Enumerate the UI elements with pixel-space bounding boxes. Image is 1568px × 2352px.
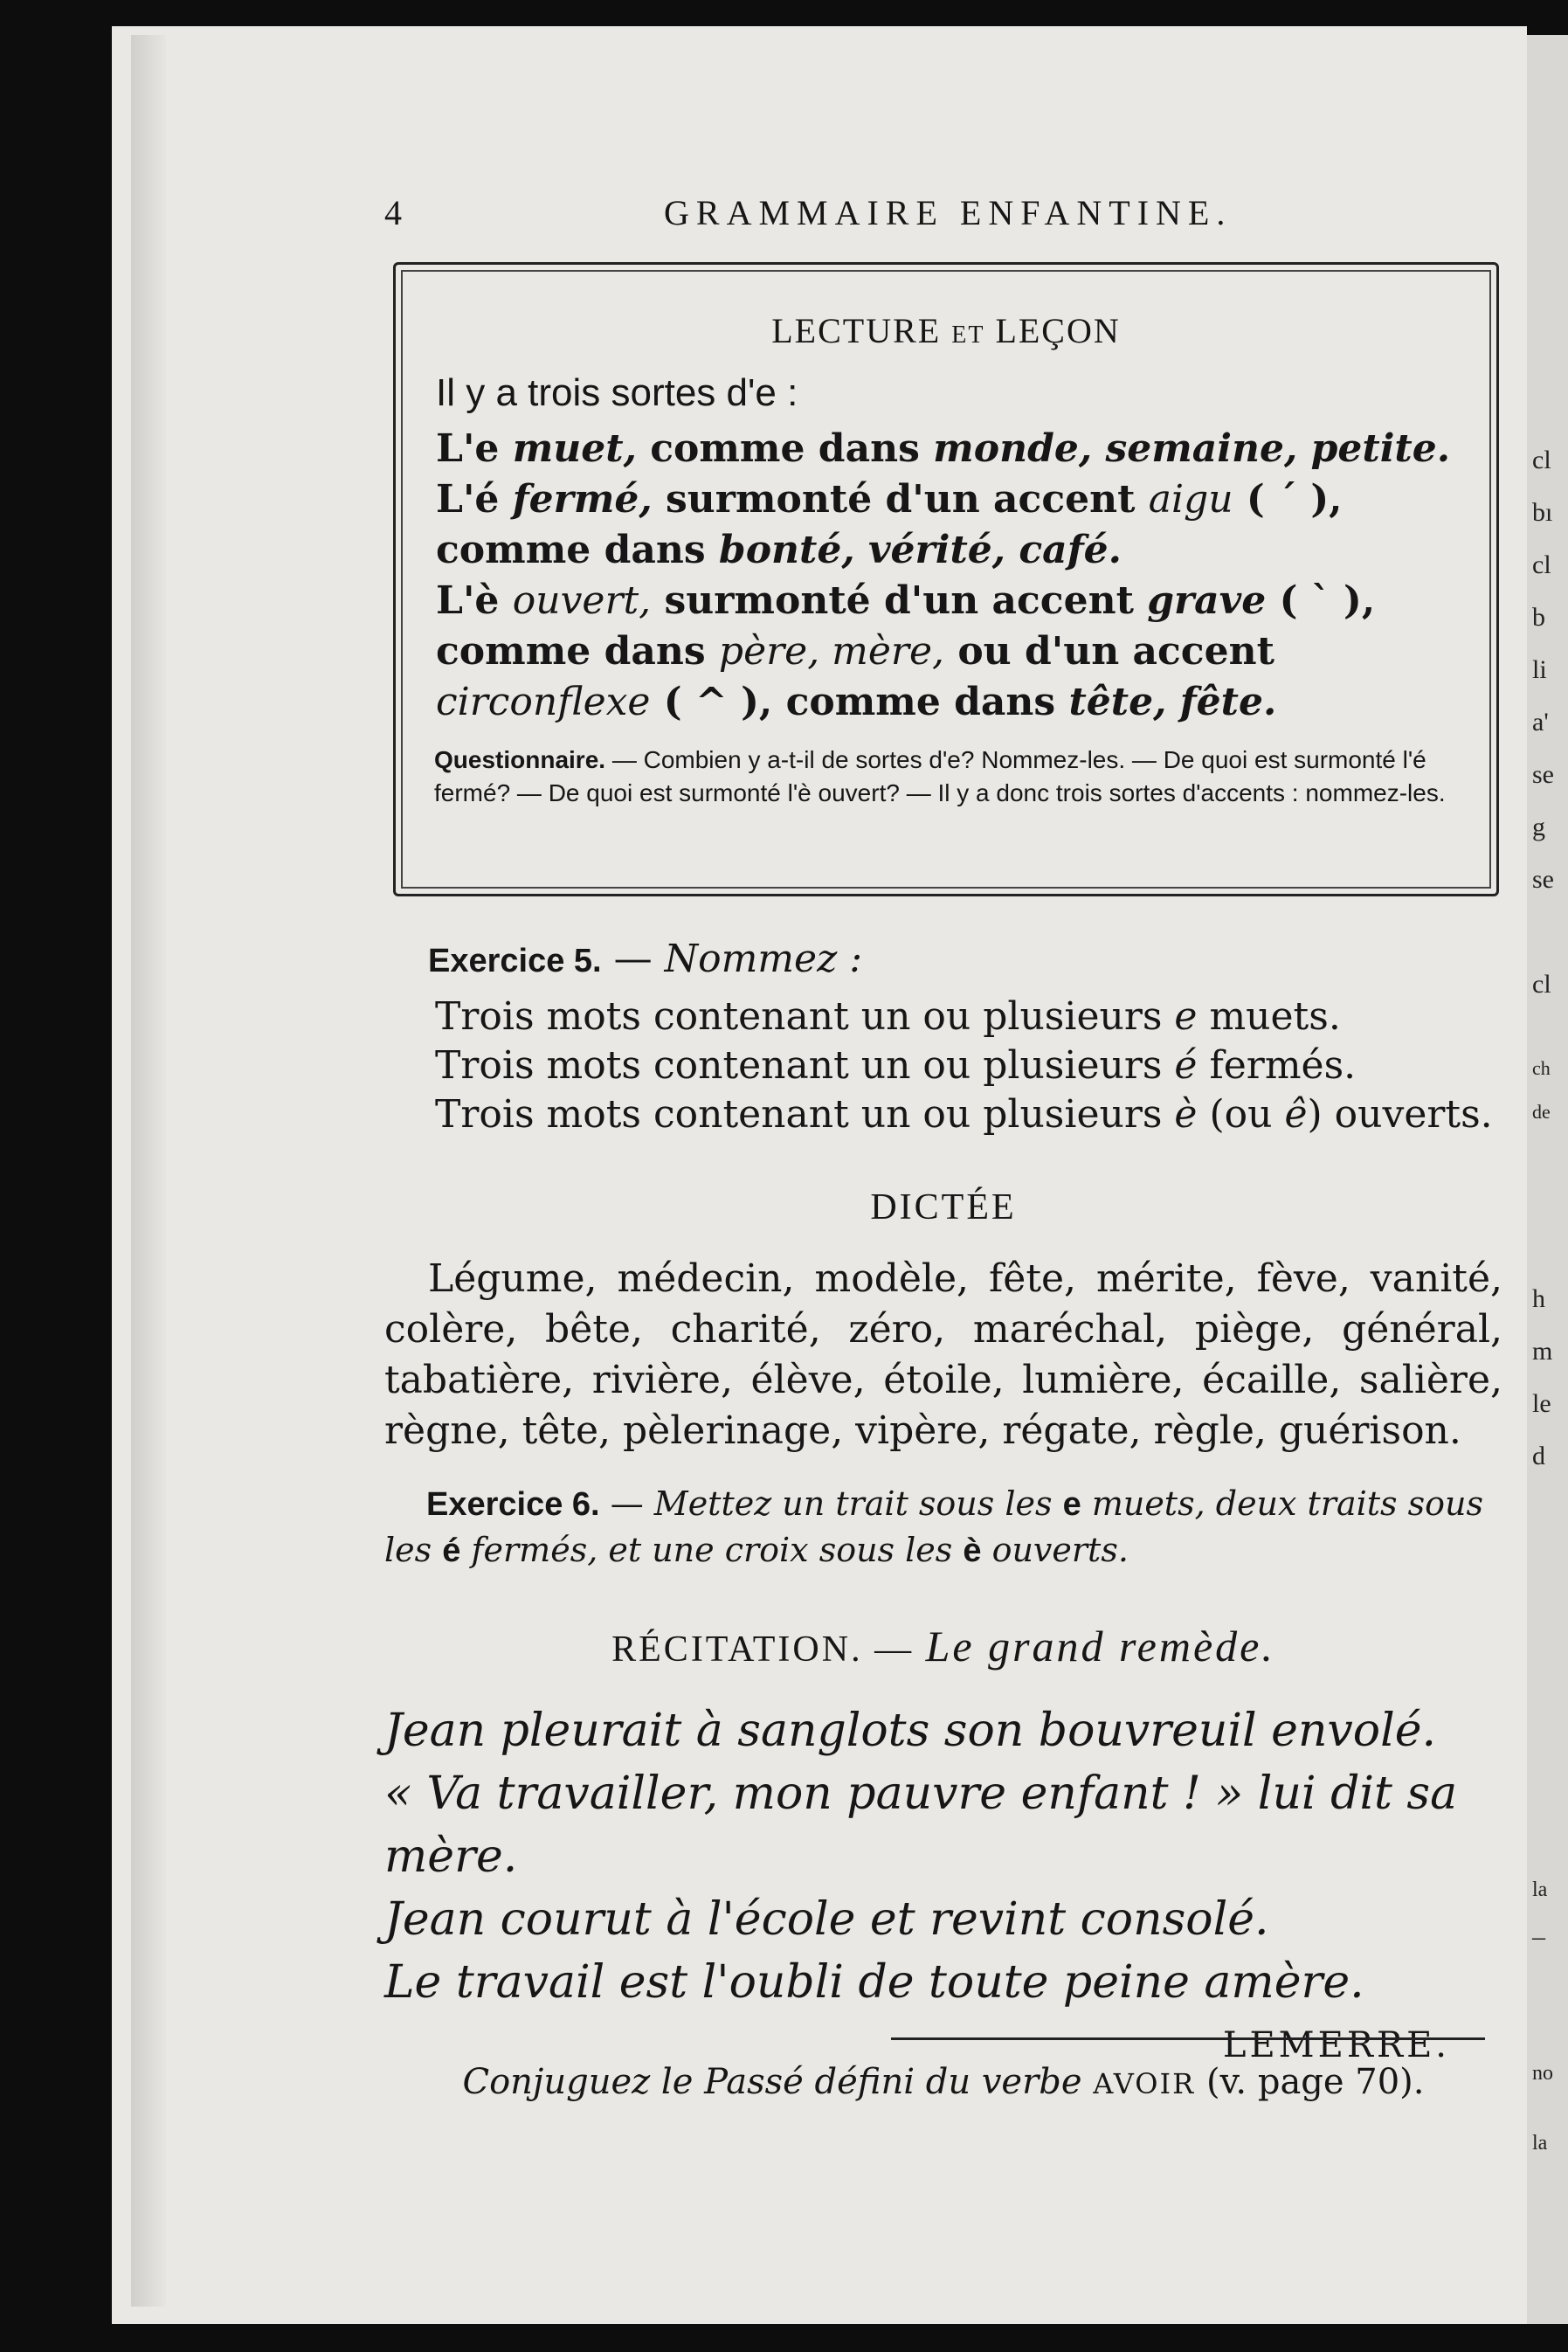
poem-line: Jean courut à l'école et revint consolé. xyxy=(384,1893,1269,1946)
exercise-5-line: Trois mots contenant un ou plusieurs e muets. xyxy=(435,994,1341,1039)
recitation-poem xyxy=(384,1699,1502,2077)
exercise-5-label: Exercice 5. xyxy=(428,943,602,979)
facing-fragment: la xyxy=(1532,1878,1548,1901)
facing-page-edge xyxy=(1527,35,1568,2324)
exercise-5: Exercice 5. — Nommez : Trois mots contenant un ou plusieurs e muets. Trois mots contenant un ou plusieurs é fermés. Trois mots contenant un ou plusieurs è (ou ê) ouverts. xyxy=(428,935,1511,1139)
facing-fragment: cl xyxy=(1532,550,1551,579)
facing-fragment: no xyxy=(1532,2062,1553,2085)
lesson-text xyxy=(436,368,1458,728)
facing-fragment: cl xyxy=(1532,446,1551,474)
facing-fragment: cl xyxy=(1532,970,1551,999)
dictee-text: Légume, médecin, modèle, fête, mérite, fève, vanité, colère, bête, charité, zéro, maréchal, piège, général, tabatière, rivière, élève, étoile, lumière, écaille, salière, règne, tête, pèlerinage, vipère, régate, règle, guérison. xyxy=(384,1256,1502,1453)
facing-fragment: ch xyxy=(1532,1057,1551,1079)
facing-fragment: se xyxy=(1532,760,1554,789)
recitation-title: RÉCITATION. — Le grand remède. xyxy=(611,1622,1275,1671)
facing-fragment: bı xyxy=(1532,498,1553,527)
page-number: 4 xyxy=(384,193,409,232)
exercise-6-label: Exercice 6. xyxy=(426,1486,600,1523)
lesson-box xyxy=(393,262,1499,896)
poem-line: Le travail est l'oubli de toute peine amère. xyxy=(384,1956,1364,2009)
facing-fragment: li xyxy=(1532,655,1547,684)
exercise-6: Exercice 6. — Mettez un trait sous les e muets, deux traits sous les é fermés, et une croix sous les è ouverts. xyxy=(384,1484,1483,1569)
dictee-title: DICTÉE xyxy=(870,1187,1017,1228)
footer-rule xyxy=(891,2037,1485,2040)
facing-fragment: a' xyxy=(1532,708,1549,737)
lesson-ouvert: L'è ouvert, surmonté d'un accent grave ( ` ), comme dans père, mère, ou d'un accent circonflexe ( ^ ), comme dans tête, fête. xyxy=(436,578,1376,724)
exercise-5-line: Trois mots contenant un ou plusieurs è (ou ê) ouverts. xyxy=(435,1092,1493,1137)
lesson-muet: L'e muet, comme dans monde, semaine, petite. xyxy=(436,426,1451,471)
recitation-subtitle: Le grand remède. xyxy=(925,1622,1275,1671)
facing-fragment: – xyxy=(1532,1922,1545,1951)
facing-fragment: de xyxy=(1532,1101,1551,1123)
lesson-title: LECTURE ET LEÇON xyxy=(771,311,1121,350)
poem-author: LEMERRE. xyxy=(1222,2025,1450,2065)
lesson-ferme: L'é fermé, surmonté d'un accent aigu ( ´ ), comme dans bonté, vérité, café. xyxy=(436,477,1343,572)
lesson-intro: Il y a trois sortes d'e : xyxy=(436,371,798,414)
facing-fragment: b xyxy=(1532,603,1545,632)
facing-fragment: d xyxy=(1532,1442,1545,1470)
poem-line: « Va travailler, mon pauvre enfant ! » lui dit sa mère. xyxy=(384,1767,1458,1883)
facing-fragment: se xyxy=(1532,865,1554,894)
questionnaire: Questionnaire. — Combien y a-t-il de sortes d'e? Nommez-les. — De quoi est surmonté l'é fermé? — De quoi est surmonté l'è ouvert? — Il y a donc trois sortes d'accents : nommez-les. xyxy=(434,746,1446,806)
footer-note: Conjuguez le Passé défini du verbe AVOIR (v. page 70). xyxy=(462,2062,1425,2102)
facing-fragment: h xyxy=(1532,1284,1545,1313)
facing-fragment: g xyxy=(1532,813,1545,841)
page-spine xyxy=(131,35,166,2307)
book-title: GRAMMAIRE ENFANTINE. xyxy=(664,193,1233,232)
facing-fragment: m xyxy=(1532,1337,1553,1366)
poem-line: Jean pleurait à sanglots son bouvreuil envolé. xyxy=(384,1705,1437,1757)
facing-fragment: la xyxy=(1532,2132,1548,2155)
exercise-5-line: Trois mots contenant un ou plusieurs é fermés. xyxy=(435,1043,1357,1088)
facing-fragment: le xyxy=(1532,1389,1551,1418)
